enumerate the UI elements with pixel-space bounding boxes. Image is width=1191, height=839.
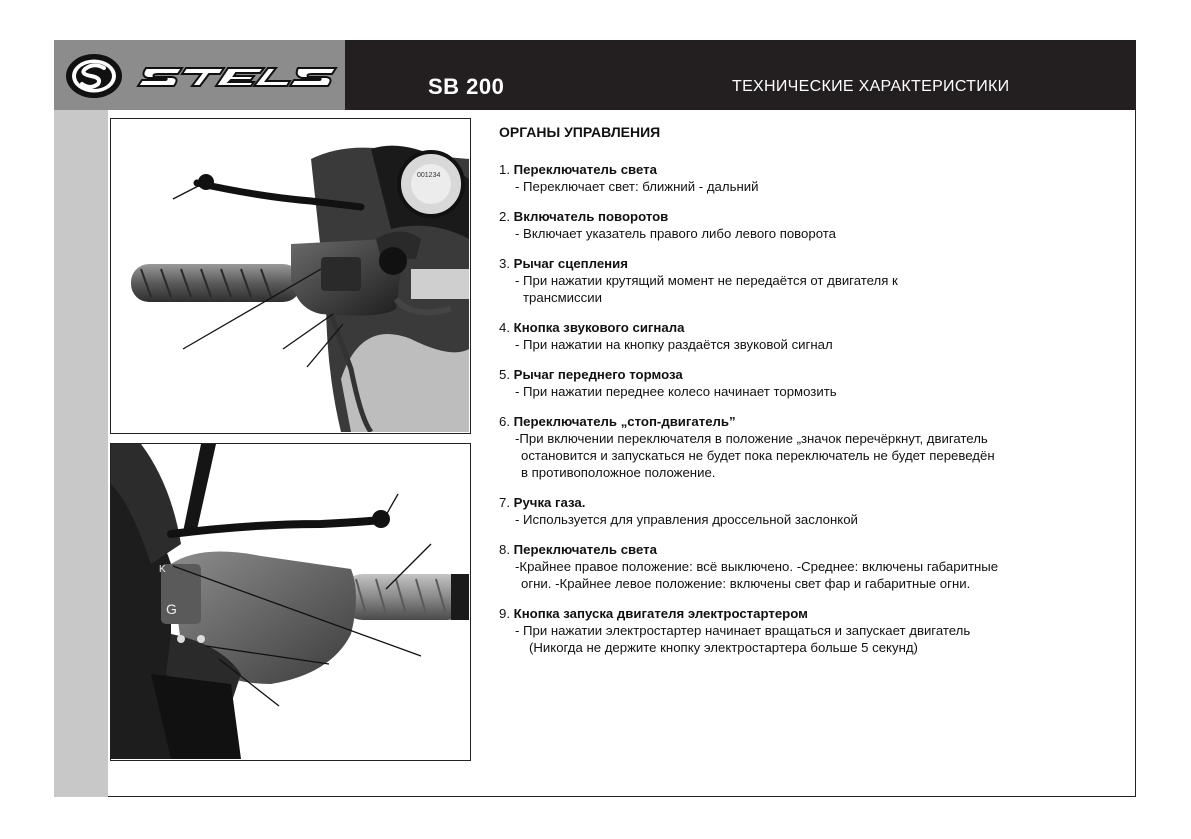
- control-desc: остановится и запускаться не будет пока переключатель не будет переведён: [521, 448, 995, 463]
- control-item-1: 1. Переключатель света - Переключает свет: ближний - дальний: [499, 161, 1119, 195]
- control-title: Кнопка звукового сигнала: [513, 320, 685, 335]
- control-title: Рычаг сцепления: [513, 256, 628, 271]
- control-desc: - При нажатии крутящий момент не передаётся от двигателя к: [515, 273, 898, 288]
- control-item-3: 3. Рычаг сцепления - При нажатии крутящий момент не передаётся от двигателя к трансмиссии: [499, 255, 1119, 306]
- control-title: Переключатель света: [513, 162, 657, 177]
- controls-description: [499, 124, 1119, 669]
- control-title: Включатель поворотов: [513, 209, 669, 224]
- control-item-2: 2. Включатель поворотов - Включает указатель правого либо левого поворота: [499, 208, 1119, 242]
- control-item-5: 5. Рычаг переднего тормоза - При нажатии переднее колесо начинает тормозить: [499, 366, 1119, 400]
- control-item-8: 8. Переключатель света -Крайнее правое положение: всё выключено. -Среднее: включены габаритные огни. -Крайнее левое положение: включены свет фар и габаритные огни.: [499, 541, 1119, 592]
- control-title: Переключатель света: [513, 542, 657, 557]
- control-desc: - Переключает свет: ближний - дальний: [515, 179, 759, 194]
- stels-logo-icon: [54, 40, 345, 110]
- control-title: Ручка газа.: [513, 495, 586, 510]
- control-desc: - При нажатии на кнопку раздаётся звуковой сигнал: [515, 337, 833, 352]
- control-item-6: 6. Переключатель „стоп-двигатель” -При включении переключателя в положение „значок перечёркнут, двигатель остановится и запускаться не будет пока переключатель не будет переведён в противоположное положение.: [499, 413, 1119, 481]
- control-title: Кнопка запуска двигателя электростартером: [513, 606, 808, 621]
- control-desc: - Включает указатель правого либо левого поворота: [515, 226, 836, 241]
- svg-text:001234: 001234: [417, 172, 441, 179]
- control-desc: огни. -Крайнее левое положение: включены свет фар и габаритные огни.: [521, 576, 971, 591]
- control-desc: трансмиссии: [523, 290, 602, 305]
- control-item-7: 7. Ручка газа. - Используется для управления дроссельной заслонкой: [499, 494, 1119, 528]
- control-title: Рычаг переднего тормоза: [513, 367, 683, 382]
- content-title: ОРГАНЫ УПРАВЛЕНИЯ: [499, 124, 661, 140]
- section-title: ТЕХНИЧЕСКИЕ ХАРАКТЕРИСТИКИ: [732, 78, 1010, 95]
- control-desc: -Крайнее правое положение: всё выключено. -Среднее: включены габаритные: [515, 559, 999, 574]
- photo-left-handlebar: [110, 118, 471, 434]
- control-desc: в противоположное положение.: [521, 465, 716, 480]
- photo-right-handlebar: [110, 443, 471, 761]
- control-desc: - Используется для управления дроссельной заслонкой: [515, 512, 858, 527]
- control-desc: - При нажатии электростартер начинает вращаться и запускает двигатель: [515, 623, 971, 638]
- control-item-9: 9. Кнопка запуска двигателя электростартером - При нажатии электростартер начинает вращаться и запускает двигатель (Никогда не держите кнопку электростартера больше 5 секунд): [499, 605, 1119, 656]
- svg-text:K: K: [159, 564, 166, 575]
- model-name: SB 200: [428, 74, 505, 99]
- control-title: Переключатель „стоп-двигатель”: [513, 414, 736, 429]
- control-desc: -При включении переключателя в положение „значок перечёркнут, двигатель: [515, 431, 988, 446]
- control-desc: (Никогда не держите кнопку электростартера больше 5 секунд): [529, 640, 918, 655]
- control-item-4: 4. Кнопка звукового сигнала - При нажатии на кнопку раздаётся звуковой сигнал: [499, 319, 1119, 353]
- side-strip: [54, 110, 108, 797]
- svg-text:G: G: [166, 601, 177, 617]
- brand-logo: [54, 40, 345, 110]
- control-desc: - При нажатии переднее колесо начинает тормозить: [515, 384, 837, 399]
